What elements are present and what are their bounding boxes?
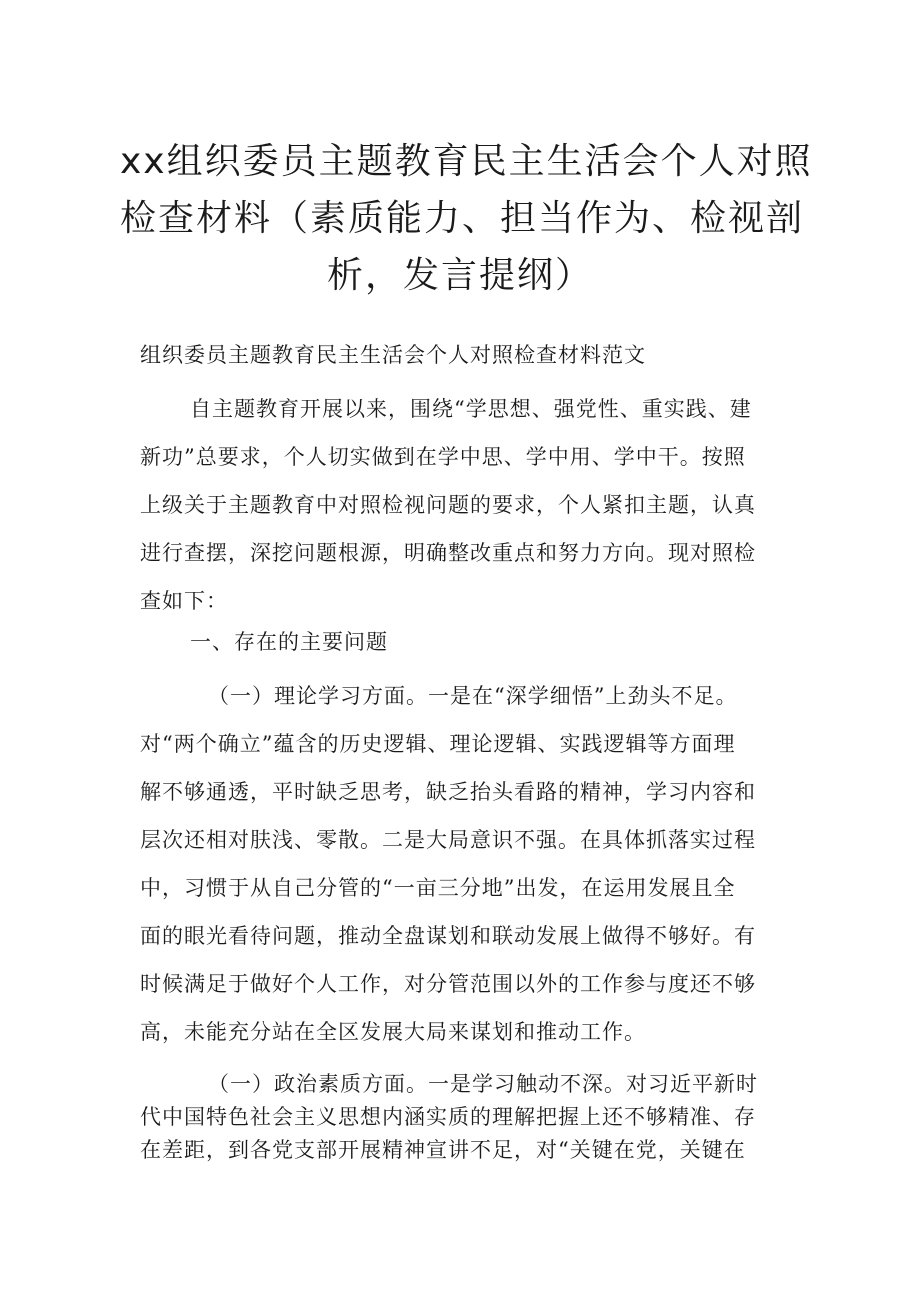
paragraph-line: 新功”总要求，个人切实做到在学中思、学中用、学中干。按照: [140, 445, 746, 469]
paragraph-line: 中，习惯于从自己分管的“一亩三分地”出发，在运用发展且全: [140, 876, 736, 900]
paragraph-line: 层次还相对肤浅、零散。二是大局意识不强。在具体抓落实过程: [140, 828, 756, 852]
paragraph-line: 解不够通透，平时缺乏思考，缺乏抬头看路的精神，学习内容和: [140, 780, 756, 804]
paragraph-line: 面的眼光看待问题，推动全盘谋划和联动发展上做得不够好。有: [140, 924, 756, 948]
intro-paragraph: [140, 385, 790, 625]
theory-study-paragraph: [140, 672, 790, 1056]
title-line: 析，发言提纲）: [326, 255, 593, 296]
section-heading: 一、存在的主要问题: [190, 630, 388, 654]
paragraph-line: 在差距，到各党支部开展精神宣讲不足，对“关键在党，关键在: [140, 1138, 746, 1162]
paragraph-line: 时候满足于做好个人工作，对分管范围以外的工作参与度还不够: [140, 972, 756, 996]
title-line: xx组织委员主题教育民主生活会个人对照: [120, 141, 813, 182]
paragraph-line: 上级关于主题教育中对照检视问题的要求，个人紧扣主题，认真: [140, 493, 756, 517]
paragraph-line: 查如下：: [140, 589, 228, 613]
paragraph-line: 进行查摆，深挖问题根源，明确整改重点和努力方向。现对照检: [140, 541, 756, 565]
paragraph-line: （一）理论学习方面。一是在“深学细悟”上劲头不足。: [208, 684, 738, 708]
political-quality-paragraph: [140, 1068, 790, 1167]
paragraph-line: 代中国特色社会主义思想内涵实质的理解把握上还不够精准、存: [140, 1105, 756, 1129]
document-title: [120, 133, 813, 304]
document-subtitle: 组织委员主题教育民主生活会个人对照检查材料范文: [140, 343, 646, 367]
title-line: 检查材料（素质能力、担当作为、检视剖: [120, 198, 805, 239]
paragraph-line: （一）政治素质方面。一是学习触动不深。对习近平新时: [208, 1072, 758, 1096]
paragraph-line: 自主题教育开展以来，围绕“学思想、强党性、重实践、建: [190, 397, 752, 421]
paragraph-line: 高，未能充分站在全区发展大局来谋划和推动工作。: [140, 1020, 646, 1044]
paragraph-line: 对“两个确立”蕴含的历史逻辑、理论逻辑、实践逻辑等方面理: [140, 732, 736, 756]
